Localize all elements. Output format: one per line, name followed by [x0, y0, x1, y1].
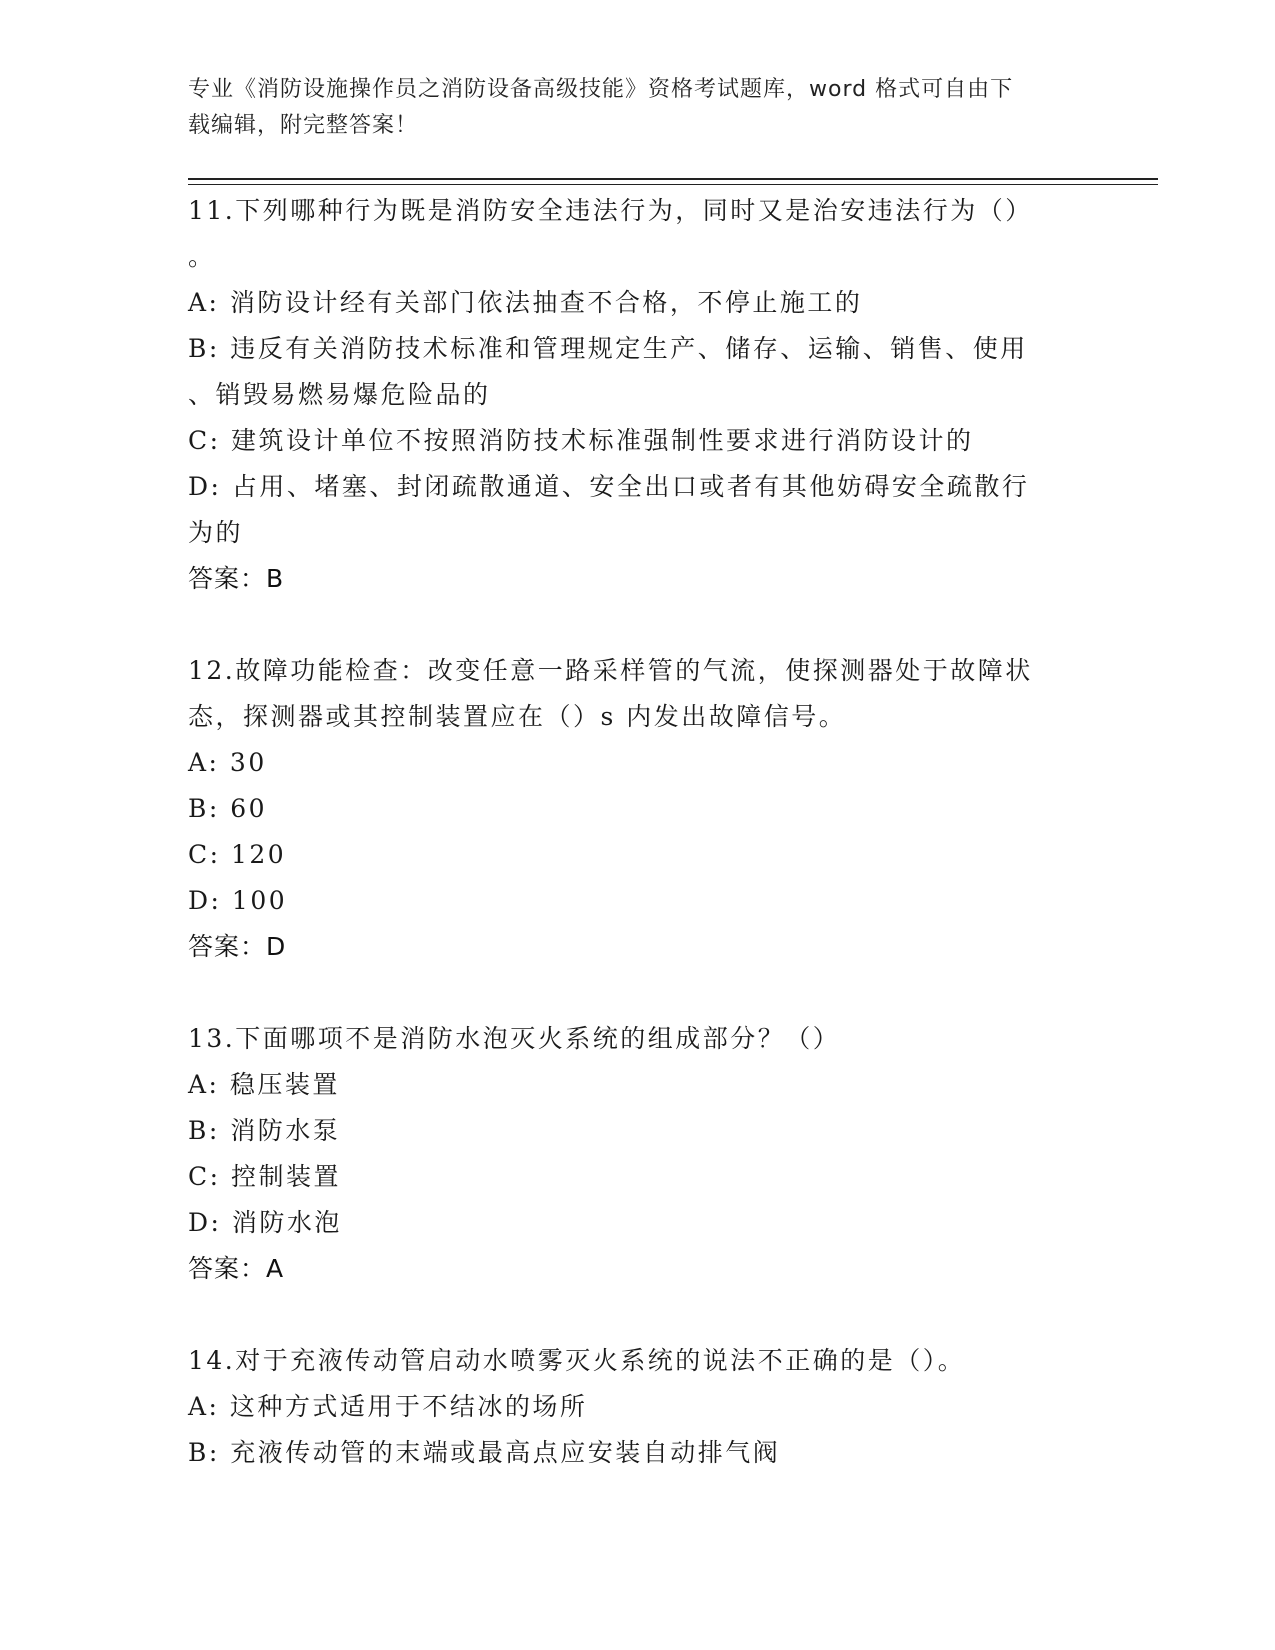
question-11 — [188, 188, 1088, 602]
option-a: A: 这种方式适用于不结冰的场所 — [188, 1392, 588, 1421]
question-text: 12.故障功能检查：改变任意一路采样管的气流，使探测器处于故障状 — [188, 656, 1033, 685]
header-line-2: 载编辑，附完整答案！ — [188, 113, 419, 138]
option-b: B: 60 — [188, 794, 268, 823]
option-d: D: 100 — [188, 886, 288, 915]
question-list — [188, 188, 1088, 1522]
question-text-continued: 。 — [188, 242, 216, 271]
option-d-continued: 为的 — [188, 518, 244, 547]
option-c: C: 120 — [188, 840, 287, 869]
option-d: D: 占用、堵塞、封闭疏散通道、安全出口或者有其他妨碍安全疏散行 — [188, 472, 1030, 501]
answer: 答案：D — [188, 932, 287, 961]
option-b: B: 充液传动管的末端或最高点应安装自动排气阀 — [188, 1438, 781, 1467]
answer: 答案：B — [188, 564, 285, 593]
option-b: B: 违反有关消防技术标准和管理规定生产、储存、运输、销售、使用 — [188, 334, 1028, 363]
question-14 — [188, 1338, 1088, 1476]
option-d: D: 消防水泡 — [188, 1208, 342, 1237]
question-text-continued: 态，探测器或其控制装置应在（）s 内发出故障信号。 — [188, 702, 847, 731]
question-text: 14.对于充液传动管启动水喷雾灭火系统的说法不正确的是（）。 — [188, 1346, 966, 1375]
header-divider-thick — [188, 178, 1158, 180]
option-a: A: 30 — [188, 748, 267, 777]
option-a: A: 消防设计经有关部门依法抽查不合格，不停止施工的 — [188, 288, 863, 317]
header-line-1: 专业《消防设施操作员之消防设备高级技能》资格考试题库，word 格式可自由下 — [188, 77, 1014, 102]
option-a: A: 稳压装置 — [188, 1070, 340, 1099]
question-12 — [188, 648, 1088, 970]
question-text: 11.下列哪种行为既是消防安全违法行为，同时又是治安违法行为（） — [188, 196, 1033, 225]
header-divider-thin — [188, 184, 1158, 185]
question-13 — [188, 1016, 1088, 1292]
option-b: B: 消防水泵 — [188, 1116, 341, 1145]
answer: 答案：A — [188, 1254, 285, 1283]
option-c: C: 建筑设计单位不按照消防技术标准强制性要求进行消防设计的 — [188, 426, 974, 455]
question-text: 13.下面哪项不是消防水泡灭火系统的组成部分？（） — [188, 1024, 841, 1053]
option-b-continued: 、销毁易燃易爆危险品的 — [188, 380, 491, 409]
option-c: C: 控制装置 — [188, 1162, 341, 1191]
document-header — [188, 72, 1068, 144]
